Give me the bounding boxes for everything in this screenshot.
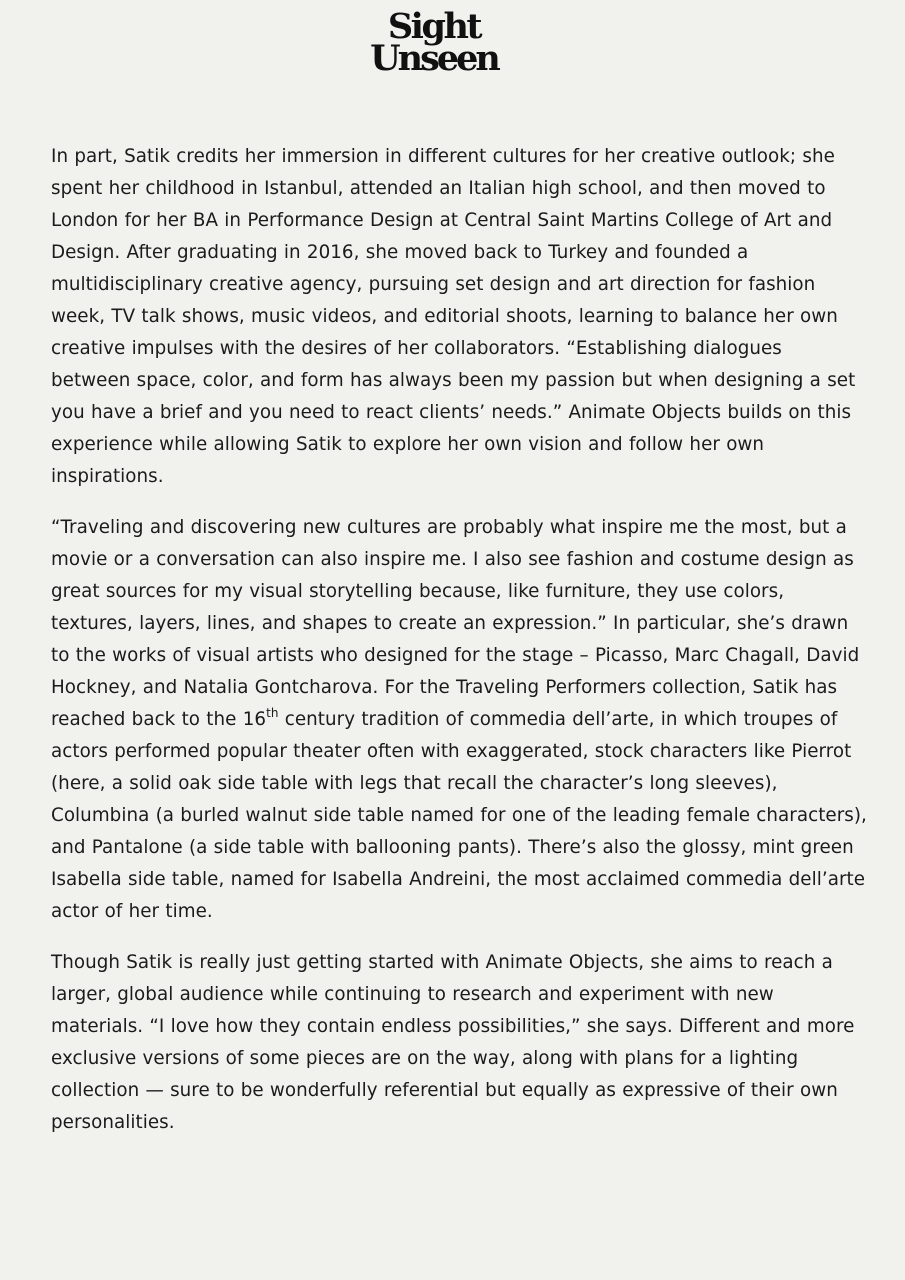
logo-word-sight: Sight — [387, 6, 481, 47]
site-logo[interactable] — [354, 6, 514, 74]
article-paragraph-2 — [51, 512, 867, 928]
paragraph-2-text-start: “Traveling and discovering new cultures are probably what inspire me the most, but a movie or a conversation can also inspire me. I also see fashion and costume design as great sources for my visual storytelling because, like furniture, they use colors, textures, layers, lines, and shapes to create an expression.” In particular, she’s drawn to the works of visual artists who designed for the stage – Picasso, Marc Chagall, David Hockney, and Natalia Gontcharova. For the Traveling Performers collection, Satik has reached back to the 16 — [51, 517, 860, 730]
logo-word-unseen: Unseen — [370, 38, 498, 74]
article-paragraph-3: Though Satik is really just getting started with Animate Objects, she aims to reach a larger, global audience while continuing to research and experiment with new materials. “I love how they contain endless possibilities,” she says. Different and more exclusive versions of some pieces are on the way, along with plans for a lighting collection — sure to be wonderfully referential but equally as expressive of their own personalities. — [51, 952, 855, 1133]
article-paragraph-1: In part, Satik credits her immersion in different cultures for her creative outlook; she spent her childhood in Istanbul, attended an Italian high school, and then moved to London for her BA in Performance Design at Central Saint Martins College of Art and Design. After graduating in 2016, she moved back to Turkey and founded a multidisciplinary creative agency, pursuing set design and art direction for fashion week, TV talk shows, music videos, and editorial shoots, learning to balance her own creative impulses with the desires of her collaborators. “Establishing dialogues between space, color, and form has always been my passion but when designing a set you have a brief and you need to react clients’ needs.” Animate Objects builds on this experience while allowing Satik to explore her own vision and follow her own inspirations. — [51, 146, 856, 487]
paragraph-2-text-end: century tradition of commedia dell’arte, in which troupes of actors performed popular theater often with exaggerated, stock characters like Pierrot (here, a solid oak side table with legs that recall the character’s long sleeves), Columbina (a burled walnut side table named for one of the leading female characters), and Pantalone (a side table with ballooning pants). There’s also the glossy, mint green Isabella side table, named for Isabella Andreini, the most acclaimed commedia dell’arte actor of her time. — [51, 709, 867, 922]
article-body — [51, 141, 867, 1158]
ordinal-superscript: th — [266, 705, 279, 720]
site-header — [0, 6, 905, 76]
